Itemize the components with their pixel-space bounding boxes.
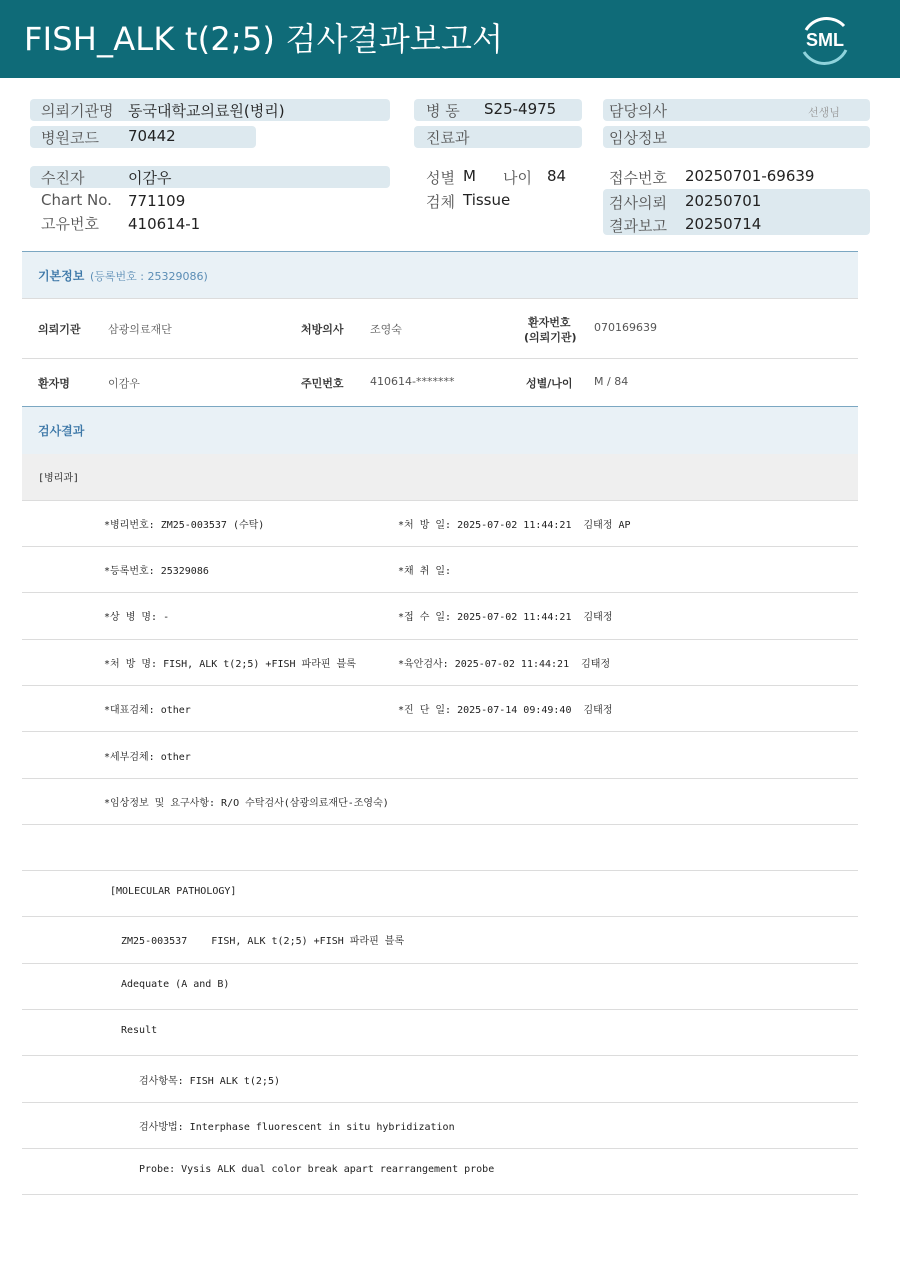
divider [22,1055,858,1056]
patient-value: 이감우 [128,169,172,187]
test-method: 검사방법: Interphase fluorescent in situ hybridization [139,1122,455,1133]
divider [22,824,858,825]
divider [22,1148,858,1149]
divider [22,639,858,640]
dept-text: [병리과] [38,473,80,484]
result-row-right: *육안검사: 2025-07-02 11:44:21 김태정 [398,659,611,670]
specimen-label: 검체 [426,193,455,211]
divider [22,546,858,547]
divider [22,870,858,871]
result-row-right: *처 방 일: 2025-07-02 11:44:21 김태정 AP [398,520,631,531]
rrn-label: 주민번호 [301,377,344,390]
name-label: 환자명 [38,377,70,390]
hospital-code-value: 70442 [128,127,176,145]
divider [22,778,858,779]
result-row-left: *병리번호: ZM25-003537 (수탁) [104,520,265,531]
adequacy-line: Adequate (A and B) [121,979,230,990]
sexage-value: M / 84 [594,375,629,388]
inst-label: 의뢰기관 [38,323,81,336]
result-row-left: *처 방 명: FISH, ALK t(2;5) +FISH 파라핀 블록 [104,659,356,670]
unique-label: 고유번호 [41,215,99,233]
patno-label-1: 환자번호 [528,316,571,329]
patno-label-2: (의뢰기관) [524,331,577,344]
institution-value: 동국대학교의료원(병리) [128,102,285,120]
result-row-left: *대표검체: other [104,705,191,716]
doctor-suffix: 선생님 [808,106,840,119]
ward-label: 병 동 [426,102,460,120]
dept-band [22,454,858,500]
age-label: 나이 [503,169,532,187]
test-item: 검사항목: FISH ALK t(2;5) [139,1076,280,1087]
request-value: 20250701 [685,192,762,210]
divider [22,592,858,593]
divider [22,298,858,299]
result-row-left: *세부검체: other [104,752,191,763]
result-row-left: *임상정보 및 요구사항: R/O 수탁검사(삼광의료재단-조영숙) [104,798,389,809]
report-header [0,0,900,78]
divider [22,685,858,686]
probe-line: Probe: Vysis ALK dual color break apart rearrangement probe [139,1164,495,1175]
sexage-label: 성별/나이 [526,377,573,390]
request-label: 검사의뢰 [609,194,667,212]
name-value: 이감우 [108,377,140,390]
dept-label: 진료과 [426,129,470,147]
institution-label: 의뢰기관명 [41,102,114,120]
report-value: 20250714 [685,215,762,233]
result-row-left: *등록번호: 25329086 [104,566,209,577]
prescriber-value: 조영숙 [370,323,402,336]
result-row-left: *상 병 명: - [104,612,170,623]
basic-info-reg-note: (등록번호 : 25329086) [90,270,208,283]
result-label: Result [121,1025,158,1036]
sex-label: 성별 [426,169,455,187]
specimen-value: Tissue [463,191,511,209]
age-value: 84 [547,167,567,185]
result-row-right: *진 단 일: 2025-07-14 09:49:40 김태정 [398,705,613,716]
molecular-heading: [MOLECULAR PATHOLOGY] [110,886,237,897]
divider [22,1194,858,1195]
clinical-label: 임상정보 [609,129,667,147]
hospital-code-label: 병원코드 [41,129,99,147]
divider [22,963,858,964]
divider [22,358,858,359]
receipt-label: 접수번호 [609,169,667,187]
result-title: 검사결과 [38,424,85,438]
report-label: 결과보고 [609,217,667,235]
case-line: ZM25-003537 FISH, ALK t(2;5) +FISH 파라핀 블록 [121,936,405,947]
divider [22,916,858,917]
result-row-right: *채 취 일: [398,566,452,577]
patient-label: 수진자 [41,169,85,187]
prescriber-label: 처방의사 [301,323,344,336]
divider [22,500,858,501]
report-title: FISH_ALK t(2;5) 검사결과보고서 [24,20,504,58]
logo-text: SML [806,30,844,50]
ward-value: S25-4975 [484,100,557,118]
basic-info-title: 기본정보 [38,269,85,283]
result-header [22,406,858,454]
doctor-label: 담당의사 [609,102,667,120]
sml-logo [796,12,854,66]
receipt-value: 20250701-69639 [685,167,815,185]
inst-value: 삼광의료재단 [108,323,172,336]
chart-label: Chart No. [41,191,112,209]
divider [22,1102,858,1103]
divider [22,1009,858,1010]
result-row-right: *접 수 일: 2025-07-02 11:44:21 김태정 [398,612,613,623]
divider [22,731,858,732]
rrn-value: 410614-******* [370,375,455,388]
unique-value: 410614-1 [128,215,201,233]
chart-value: 771109 [128,192,186,210]
sex-value: M [463,167,476,185]
patno-value: 070169639 [594,321,657,334]
